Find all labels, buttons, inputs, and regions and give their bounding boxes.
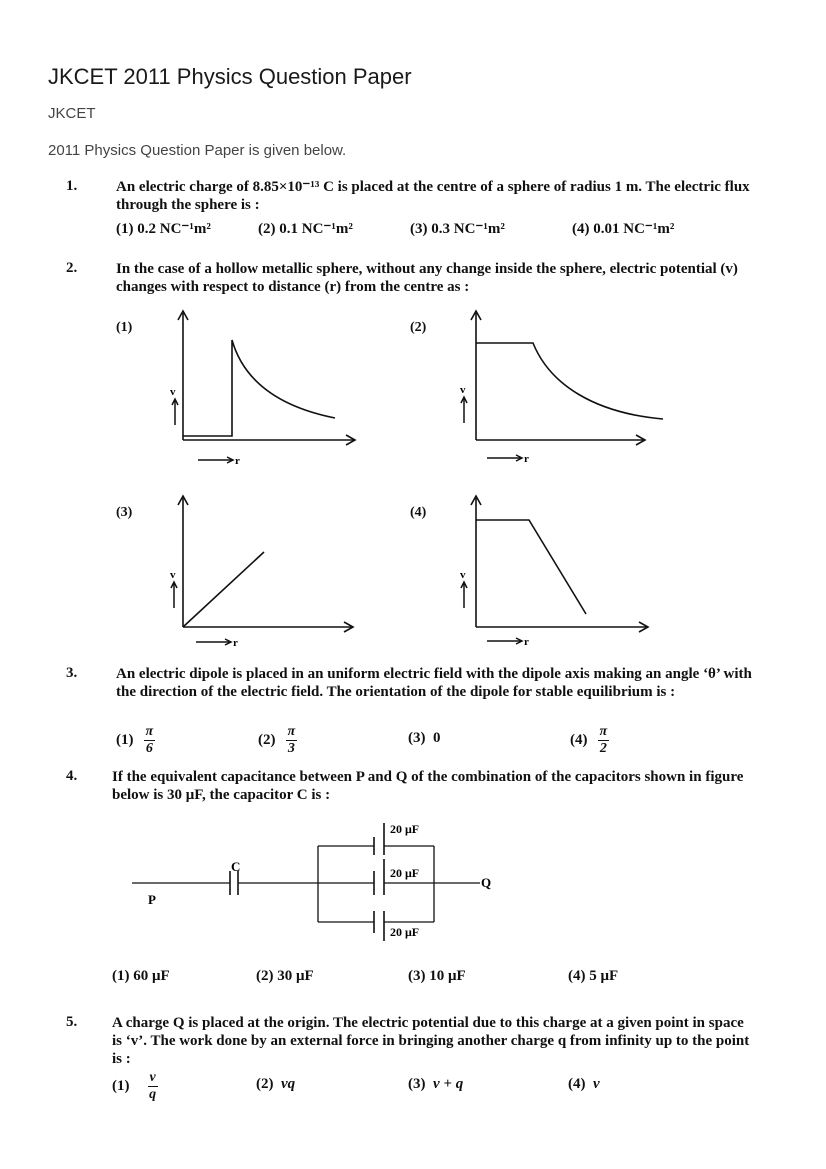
question-1-number: 1. <box>66 178 78 194</box>
question-4-option-2: (2) 30 μF <box>256 968 314 984</box>
question-3-option-2: (2) $\frac{\pi}{3}$ <box>258 724 296 756</box>
graph-1 <box>160 305 370 470</box>
graph-1-v-label: v <box>170 386 176 398</box>
graph-3-r-label: r <box>233 637 238 649</box>
graph-3-label: (3) <box>116 505 133 520</box>
question-1-option-2: (2) 0.1 NC⁻¹m² <box>258 221 353 237</box>
graph-1-r-label: r <box>235 455 240 467</box>
question-3-text: An electric dipole is placed in an uniform electric field with the dipole axis making an angle ‘θ’ with the direction of the electric field. The orientation of the dipole for stable equilibrium is : <box>116 666 752 700</box>
question-1-option-1: (1) 0.2 NC⁻¹m² <box>116 221 211 237</box>
graph-4 <box>455 490 670 655</box>
question-1-option-4: (4) 0.01 NC⁻¹m² <box>572 221 675 237</box>
capacitor-3-label: 20 μF <box>390 925 420 939</box>
question-5-option-2: (2) vq <box>256 1076 296 1092</box>
question-3-option-3: (3) 0 <box>408 730 441 746</box>
question-2-text: In the case of a hollow metallic sphere, without any change inside the sphere, electric potential (v) changes with respect to distance (r) from the centre as : <box>116 261 738 295</box>
question-5-option-4: (4) v <box>568 1076 600 1092</box>
question-1-text: An electric charge of 8.85×10⁻¹³ C is placed at the centre of a sphere of radius 1 m. The electric flux through the sphere is : <box>116 179 750 213</box>
question-4-option-4: (4) 5 μF <box>568 968 619 984</box>
graph-4-label: (4) <box>410 505 427 520</box>
capacitor-2-label: 20 μF <box>390 866 420 880</box>
question-2-number: 2. <box>66 260 78 276</box>
graph-2-label: (2) <box>410 320 427 335</box>
question-5-number: 5. <box>66 1014 78 1030</box>
question-4-option-1: (1) 60 μF <box>112 968 170 984</box>
terminal-p-label: P <box>148 892 156 907</box>
graph-3-v-label: v <box>170 569 176 581</box>
page-subtitle: JKCET <box>48 105 96 122</box>
graph-2 <box>455 305 670 470</box>
capacitor-circuit <box>120 815 510 945</box>
terminal-q-label: Q <box>481 875 492 890</box>
question-4-option-3: (3) 10 μF <box>408 968 466 984</box>
intro-text: 2011 Physics Question Paper is given below. <box>48 142 347 159</box>
graph-3 <box>160 490 370 655</box>
question-3-number: 3. <box>66 665 78 681</box>
graph-4-v-label: v <box>460 569 466 581</box>
question-4-number: 4. <box>66 768 78 784</box>
graph-2-r-label: r <box>524 453 529 465</box>
question-5-option-3: (3) v + q <box>408 1076 464 1092</box>
graph-1-label: (1) <box>116 320 133 335</box>
question-5-option-1: (1) $\frac{v}{q}$ <box>112 1070 157 1102</box>
question-4-text: If the equivalent capacitance between P and Q of the combination of the capacitors shown in figure below is 30 μF, the capacitor C is : <box>112 769 744 803</box>
page-title: JKCET 2011 Physics Question Paper <box>48 64 412 89</box>
graph-4-r-label: r <box>524 636 529 648</box>
question-3-option-1: (1) $\frac{\pi}{6}$ <box>116 724 154 756</box>
question-3-option-4: (4) $\frac{\pi}{2}$ <box>570 724 608 756</box>
question-1-option-3: (3) 0.3 NC⁻¹m² <box>410 221 505 237</box>
capacitor-c-label: C <box>231 859 241 874</box>
capacitor-1-label: 20 μF <box>390 822 420 836</box>
question-5-text: A charge Q is placed at the origin. The electric potential due to this charge at a given point in space is ‘v’. The work done by an external force in bringing another charge q from infinity up to the point is : <box>112 1015 750 1067</box>
graph-2-v-label: v <box>460 384 466 396</box>
